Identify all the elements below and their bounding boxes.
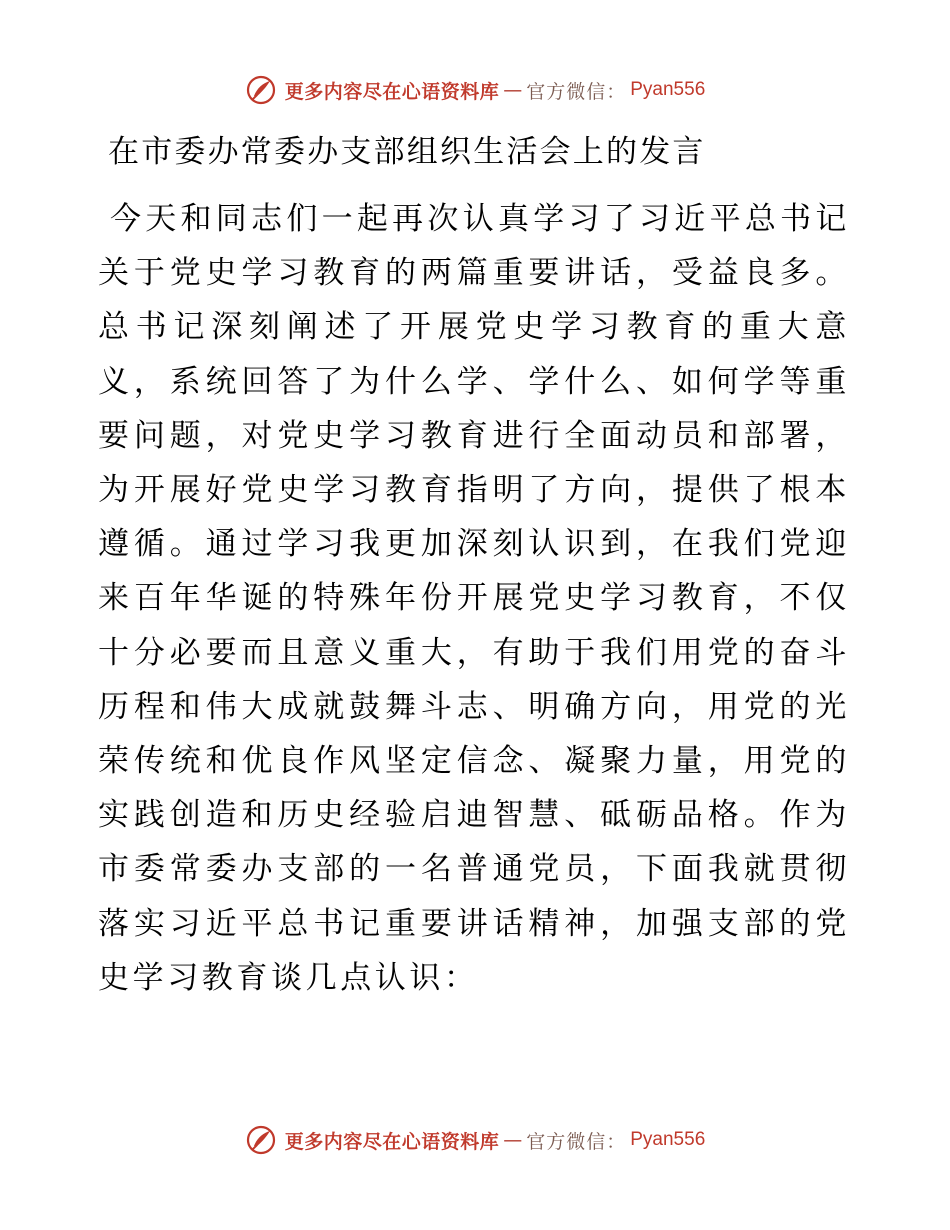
watermark-site-text: 更多内容尽在心语资料库 <box>284 80 500 103</box>
pen-logo-icon <box>245 74 277 106</box>
watermark-dash: — <box>503 1129 523 1151</box>
watermark-official-label: 官方微信： <box>526 80 627 103</box>
watermark-official-label: 官方微信： <box>526 1130 627 1153</box>
document-paragraph: 今天和同志们一起再次认真学习了习近平总书记关于党史学习教育的两篇重要讲话，受益良多。总书记深刻阐述了开展党史学习教育的重大意义，系统回答了为什么学、学什么、如何学等重要问题，对党史学习教育进行全面动员和部署，为开展好党史学习教育指明了方向，提供了根本遵循。通过学习我更加深刻认识到，在我们党迎来百年华诞的特殊年份开展党史学习教育，不仅十分必要而且意义重大，有助于我们用党的奋斗历程和伟大成就鼓舞斗志、明确方向，用党的光荣传统和优良作风坚定信念、凝聚力量，用党的实践创造和历史经验启迪智慧、砥砺品格。作为市委常委办支部的一名普通党员，下面我就贯彻落实习近平总书记重要讲话精神，加强支部的党史学习教育谈几点认识： <box>98 201 850 996</box>
document-title: 在市委办常委办支部组织生活会上的发言 <box>108 134 706 170</box>
header-watermark <box>0 72 950 108</box>
watermark-wechat-id: Pyan556 <box>630 79 706 100</box>
watermark-site-text: 更多内容尽在心语资料库 <box>284 1130 500 1153</box>
watermark-dash: — <box>503 79 523 101</box>
footer-watermark <box>0 1122 950 1158</box>
watermark-wechat-id: Pyan556 <box>630 1129 706 1150</box>
pen-logo-icon <box>245 1124 277 1156</box>
